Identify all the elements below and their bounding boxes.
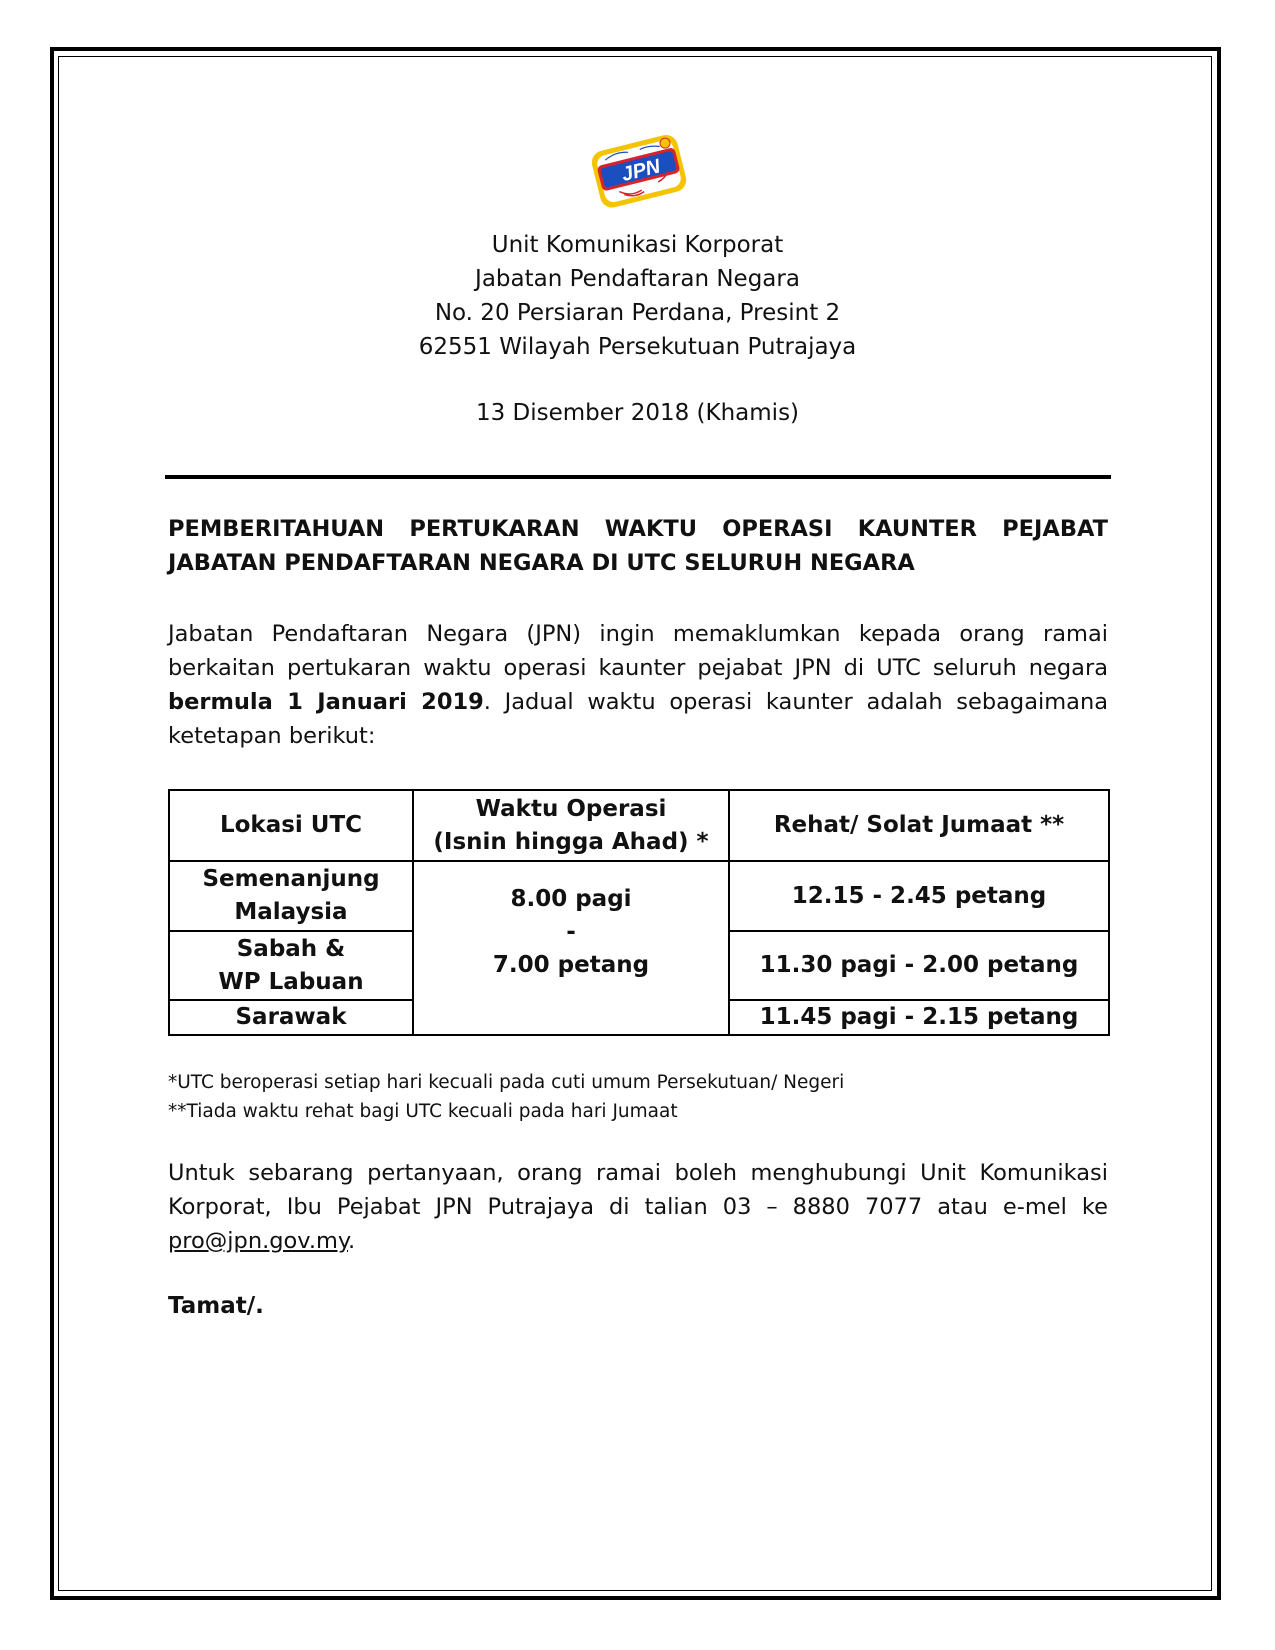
footnote: *UTC beroperasi setiap hari kecuali pada cuti umum Persekutuan/ Negeri (168, 1072, 845, 1093)
contact-text: Untuk sebarang pertanyaan, orang ramai boleh menghubungi Unit Komunikasi Korporat, Ibu Pejabat JPN Putrajaya di talian 03 – 8880 7077 atau e-mel ke (168, 1160, 1108, 1220)
contact-end: . (348, 1228, 356, 1254)
hours-sep: - (566, 918, 576, 945)
location-cell (169, 861, 413, 931)
schedule-table (168, 789, 1110, 1036)
header-location: Lokasi UTC (169, 790, 413, 861)
logo-text: JPN (619, 155, 663, 187)
location-line: Sabah & (236, 935, 346, 962)
footnote: **Tiada waktu rehat bagi UTC kecuali pada hari Jumaat (168, 1101, 678, 1122)
jpn-logo (585, 130, 695, 212)
hours-start: 8.00 pagi (510, 885, 632, 912)
table-header-row (169, 790, 1109, 861)
location-line: Malaysia (234, 899, 348, 925)
closing-text: Tamat/. (168, 1293, 264, 1319)
effective-date: bermula 1 Januari 2019 (168, 689, 484, 715)
address-line: Jabatan Pendaftaran Negara (475, 266, 800, 292)
document-date: 13 Disember 2018 (Khamis) (475, 400, 800, 426)
intro-text-cont: . Jadual waktu operasi kaunter adalah sebagaimana ketetapan berikut: (168, 689, 1109, 749)
footnotes (168, 1068, 844, 1126)
address-line: Unit Komunikasi Korporat (491, 232, 784, 258)
break-cell: 11.30 pagi - 2.00 petang (729, 931, 1109, 1000)
location-cell (169, 931, 413, 1000)
header-hours-line2: (Isnin hingga Ahad) * (433, 828, 709, 855)
address-line: 62551 Wilayah Persekutuan Putrajaya (418, 334, 857, 360)
address-line: No. 20 Persiaran Perdana, Presint 2 (434, 300, 841, 326)
intro-paragraph (168, 617, 1108, 753)
email-link[interactable]: pro@jpn.gov.my (168, 1228, 349, 1254)
break-cell: 12.15 - 2.45 petang (729, 861, 1109, 931)
location-line: Semenanjung (202, 866, 380, 892)
divider (165, 475, 1111, 479)
intro-text: Jabatan Pendaftaran Negara (JPN) ingin memaklumkan kepada orang ramai berkaitan pertukaran waktu operasi kaunter pejabat JPN di UTC seluruh negara (168, 621, 1108, 681)
notice-title (168, 512, 1108, 580)
sender-address (0, 228, 1275, 364)
contact-paragraph (168, 1156, 1108, 1258)
table-row (169, 861, 1109, 931)
title-line-1: PEMBERITAHUAN PERTUKARAN WAKTU OPERASI KAUNTER PEJABAT (168, 516, 1108, 542)
header-hours (413, 790, 729, 861)
location-line: WP Labuan (218, 968, 364, 995)
title-line-2: JABATAN PENDAFTARAN NEGARA DI UTC SELURUH NEGARA (168, 550, 915, 576)
header-hours-line1: Waktu Operasi (475, 795, 667, 822)
header-break: Rehat/ Solat Jumaat ** (729, 790, 1109, 861)
location-cell: Sarawak (169, 1000, 413, 1035)
hours-end: 7.00 petang (492, 951, 650, 978)
hours-cell (413, 861, 729, 1035)
break-cell: 11.45 pagi - 2.15 petang (729, 1000, 1109, 1035)
